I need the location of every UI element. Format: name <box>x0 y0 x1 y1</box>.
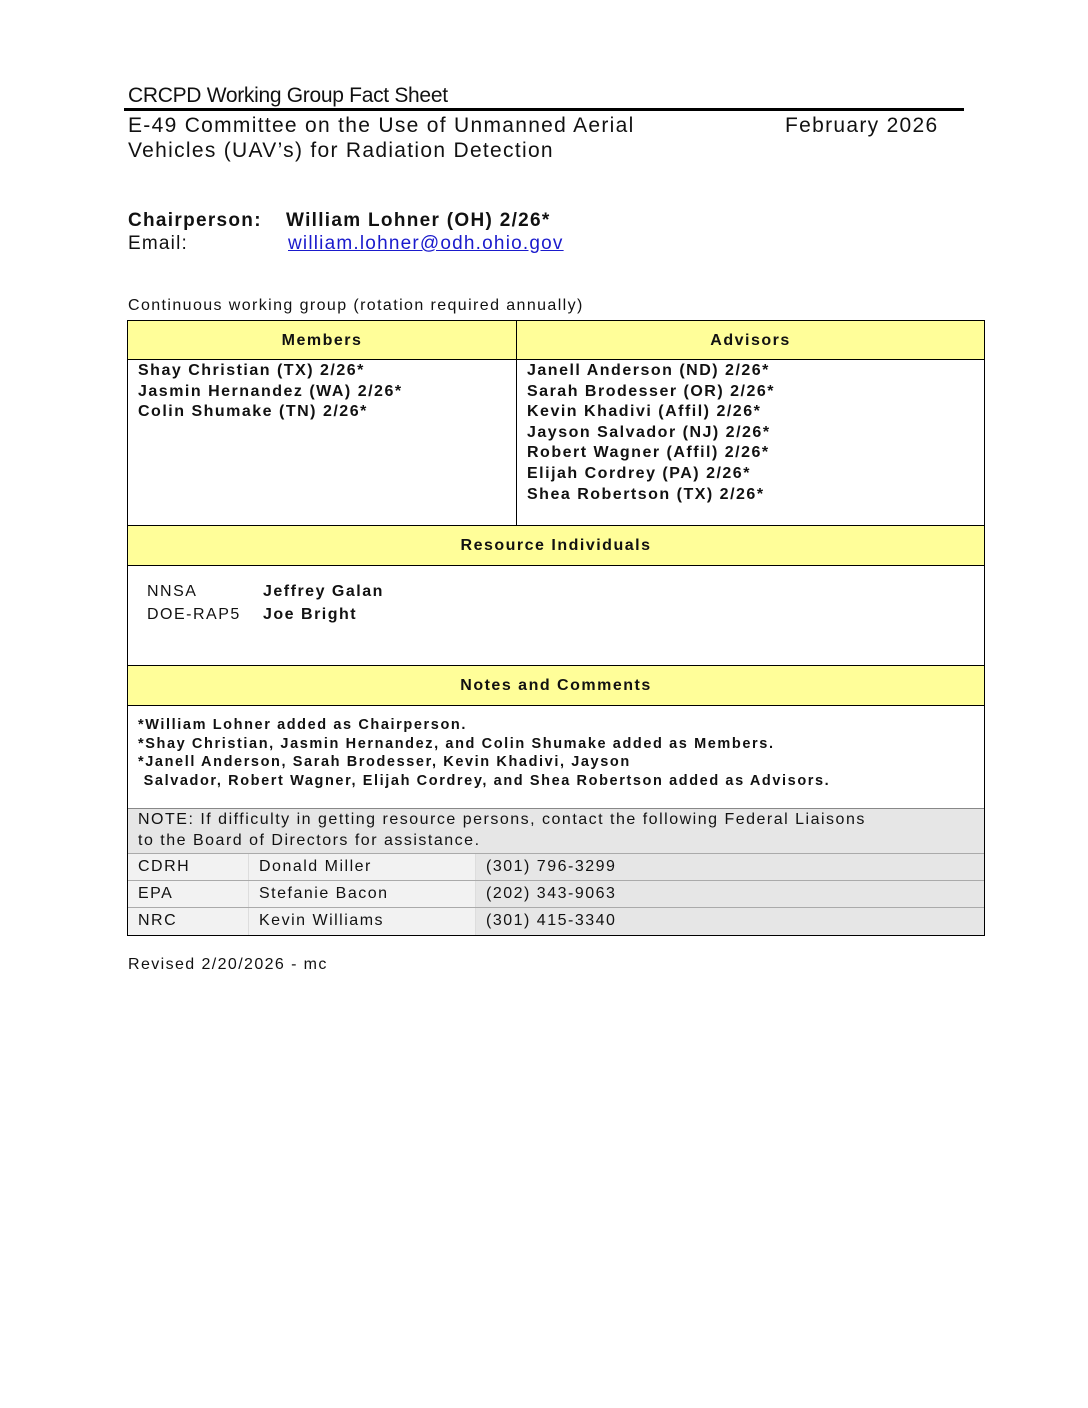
committee-title-line-1: E-49 Committee on the Use of Unmanned Aerial <box>128 114 635 137</box>
sheet-date: February 2026 <box>785 114 939 137</box>
advisor-item: Kevin Khadivi (Affil) 2/26* <box>527 403 762 421</box>
notes-header: Notes and Comments <box>128 666 984 706</box>
advisor-item: Janell Anderson (ND) 2/26* <box>527 362 770 379</box>
resource-name: Jeffrey Galan <box>263 583 384 600</box>
liaison-agency: NRC <box>128 908 249 935</box>
note-item: Salvador, Robert Wagner, Elijah Cordrey, and Shea Robertson added as Advisors. <box>138 772 831 789</box>
chairperson-name: William Lohner (OH) 2/26* <box>286 210 551 231</box>
liaison-row <box>128 881 984 908</box>
note-item: *William Lohner added as Chairperson. <box>138 717 467 733</box>
resource-org: DOE-RAP5 <box>147 606 241 623</box>
liaison-note-line-2: to the Board of Directors for assistance. <box>138 831 481 849</box>
liaison-name: Donald Miller <box>249 854 476 880</box>
members-list <box>128 360 517 526</box>
working-group-note: Continuous working group (rotation required annually) <box>128 297 584 314</box>
resource-individuals-header: Resource Individuals <box>128 526 984 566</box>
resource-org: NNSA <box>147 583 198 600</box>
resource-row <box>147 580 984 603</box>
committee-table <box>127 320 985 936</box>
liaison-row <box>128 854 984 881</box>
liaison-note <box>128 809 984 854</box>
members-advisors-row <box>128 360 984 526</box>
liaison-table <box>128 854 984 935</box>
members-advisors-header-row <box>128 321 984 360</box>
advisor-item: Elijah Cordrey (PA) 2/26* <box>527 464 751 482</box>
note-item: *Janell Anderson, Sarah Brodesser, Kevin Khadivi, Jayson <box>138 754 631 771</box>
committee-title-line-2: Vehicles (UAV’s) for Radiation Detection <box>128 139 554 162</box>
chairperson <box>128 210 551 232</box>
liaison-phone: (301) 796-3299 <box>486 858 617 875</box>
resource-individuals-list <box>128 566 984 666</box>
sheet-title: CRCPD Working Group Fact Sheet <box>128 84 448 107</box>
advisor-item: Jayson Salvador (NJ) 2/26* <box>527 423 771 441</box>
member-item: Colin Shumake (TN) 2/26* <box>138 403 368 421</box>
liaison-agency: EPA <box>128 881 249 907</box>
member-item: Jasmin Hernandez (WA) 2/26* <box>138 382 403 400</box>
liaison-note-line-1: NOTE: If difficulty in getting resource persons, contact the following Federal Liaisons <box>138 811 866 828</box>
email-link[interactable]: william.lohner@odh.ohio.gov <box>288 233 564 254</box>
chair-email <box>128 233 564 255</box>
resource-row <box>147 603 984 626</box>
liaison-name: Kevin Williams <box>249 908 476 935</box>
email-label: Email: <box>128 233 188 254</box>
advisor-item: Shea Robertson (TX) 2/26* <box>527 485 765 503</box>
liaison-row <box>128 908 984 935</box>
advisors-list <box>517 360 984 526</box>
title-rule <box>124 108 964 111</box>
member-item: Shay Christian (TX) 2/26* <box>138 362 365 379</box>
advisors-header: Advisors <box>517 321 984 360</box>
advisor-item: Robert Wagner (Affil) 2/26* <box>527 444 770 462</box>
notes-list <box>128 706 984 809</box>
committee-title <box>128 113 635 163</box>
members-header: Members <box>128 321 517 360</box>
liaison-name: Stefanie Bacon <box>249 881 476 907</box>
advisor-item: Sarah Brodesser (OR) 2/26* <box>527 382 775 400</box>
note-item: *Shay Christian, Jasmin Hernandez, and Colin Shumake added as Members. <box>138 735 775 752</box>
liaison-phone: (301) 415-3340 <box>486 912 617 929</box>
resource-name: Joe Bright <box>263 606 358 623</box>
liaison-phone: (202) 343-9063 <box>486 885 617 902</box>
chairperson-label: Chairperson: <box>128 210 262 231</box>
liaison-agency: CDRH <box>128 854 249 880</box>
revised-note: Revised 2/20/2026 - mc <box>128 956 328 973</box>
